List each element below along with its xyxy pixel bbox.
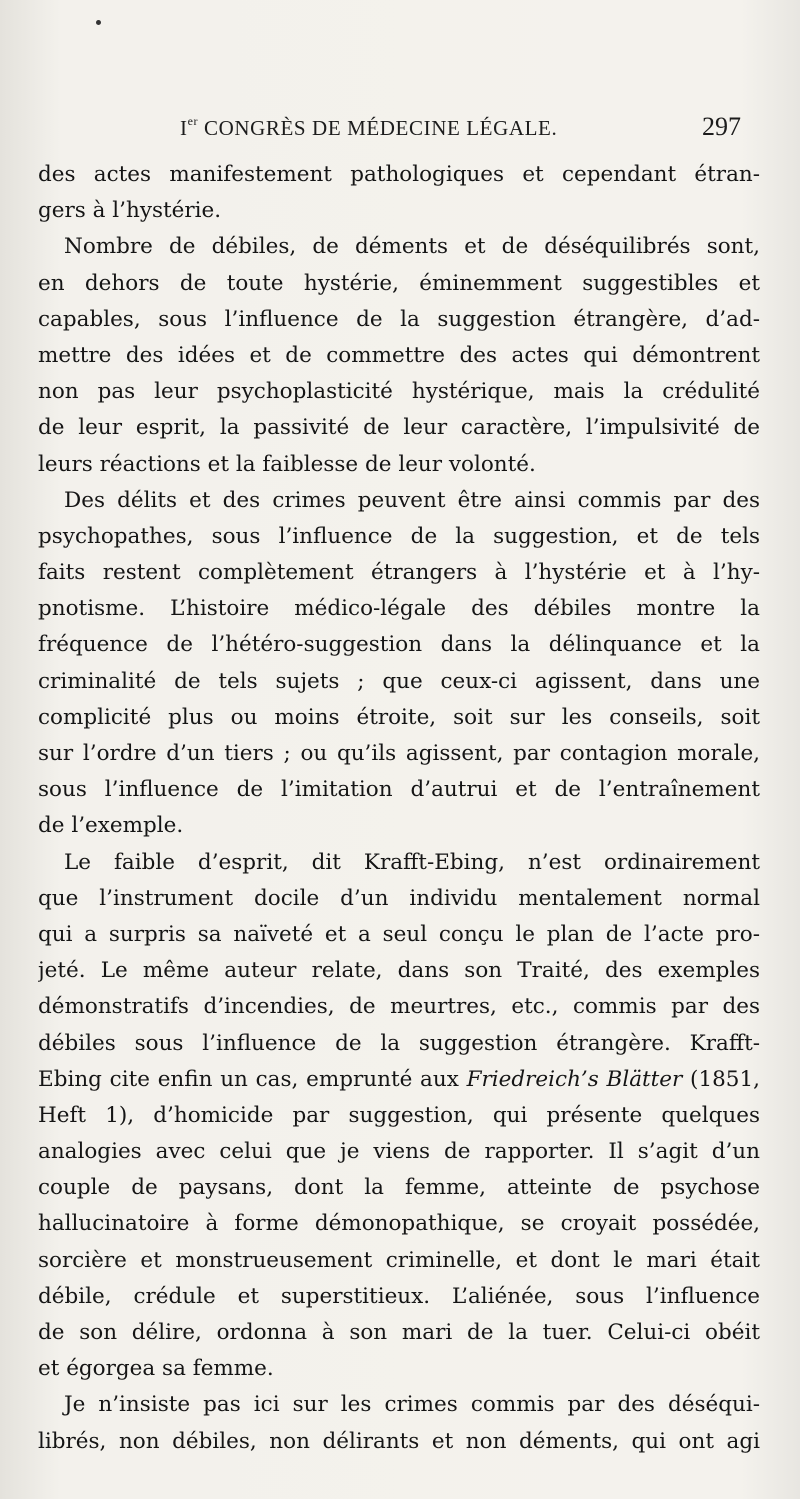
text-line: mettre des idées et de commettre des actes qui démontrent <box>38 342 760 368</box>
text-line: de l’exemple. <box>38 813 184 839</box>
text-segment: (1851, <box>682 1066 760 1092</box>
text-line: Des délits et des crimes peuvent être ainsi commis par des <box>64 487 760 513</box>
text-line: capables, sous l’influence de la suggestion étrangère, d’ad- <box>38 306 760 332</box>
text-line: de leur esprit, la passivité de leur caractère, l’impulsivité de <box>38 415 760 441</box>
italic-title: Friedreich’s Blätter <box>466 1066 683 1092</box>
text-line: analogies avec celui que je viens de rapporter. Il s’agit d’un <box>38 1139 760 1165</box>
header-title-text: CONGRÈS DE MÉDECINE LÉGALE. <box>203 116 558 140</box>
text-line: jeté. Le même auteur relate, dans son Traité, des exemples <box>38 958 760 984</box>
running-header-title <box>180 116 557 141</box>
text-line: criminalité de tels sujets ; que ceux-ci agissent, dans une <box>38 668 760 694</box>
text-line: gers à l’hystérie. <box>38 198 222 224</box>
text-line-with-italic <box>38 1062 760 1098</box>
text-line: complicité plus ou moins étroite, soit sur les conseils, soit <box>38 704 760 730</box>
text-line: que l’instrument docile d’un individu mentalement normal <box>38 885 760 911</box>
page-number: 297 <box>702 112 741 141</box>
header-title-prefix: I <box>180 116 188 140</box>
text-segment: Ebing cite enfin un cas, emprunté aux <box>38 1066 467 1092</box>
text-line: en dehors de toute hystérie, éminemment suggestibles et <box>38 270 760 296</box>
text-line: sous l’influence de l’imitation d’autrui et de l’entraînement <box>38 777 760 803</box>
text-line: hallucinatoire à forme démonopathique, se croyait possédée, <box>38 1211 760 1237</box>
text-line: non pas leur psychoplasticité hystérique, mais la crédulité <box>38 379 760 405</box>
text-line: des actes manifestement pathologiques et cependant étran- <box>38 162 760 187</box>
ink-speck <box>96 20 101 25</box>
text-line: Nombre de débiles, de déments et de déséquilibrés sont, <box>64 234 760 260</box>
text-line: et égorgea sa femme. <box>38 1356 274 1382</box>
body-text <box>38 157 760 1460</box>
text-line: Heft 1), d’homicide par suggestion, qui présente quelques <box>38 1102 760 1128</box>
text-line: sur l’ordre d’un tiers ; ou qu’ils agissent, par contagion morale, <box>38 741 760 766</box>
text-line: fréquence de l’hétéro-suggestion dans la délinquance et la <box>38 632 760 658</box>
text-line: leurs réactions et la faiblesse de leur volonté. <box>38 451 536 477</box>
text-line: librés, non débiles, non délirants et non déments, qui ont agi <box>38 1428 760 1454</box>
text-line: sorcière et monstrueusement criminelle, et dont le mari était <box>38 1247 760 1273</box>
text-line: démonstratifs d’incendies, de meurtres, etc., commis par des <box>38 994 760 1020</box>
text-line: pnotisme. L’histoire médico-légale des débiles montre la <box>38 596 760 622</box>
text-line: psychopathes, sous l’influence de la suggestion, et de tels <box>38 523 760 549</box>
text-line: débile, crédule et superstitieux. L’aliénée, sous l’influence <box>38 1283 760 1309</box>
text-line: Le faible d’esprit, dit Krafft-Ebing, n’est ordinairement <box>64 849 760 875</box>
text-line: qui a surpris sa naïveté et a seul conçu le plan de l’acte pro- <box>38 921 760 947</box>
running-header <box>0 108 800 148</box>
text-line: faits restent complètement étrangers à l’hystérie et à l’hy- <box>38 560 760 586</box>
text-line: de son délire, ordonna à son mari de la tuer. Celui-ci obéit <box>38 1320 760 1345</box>
text-line: couple de paysans, dont la femme, atteinte de psychose <box>38 1175 760 1201</box>
text-line: Je n’insiste pas ici sur les crimes commis par des déséqui- <box>64 1392 760 1418</box>
text-line: débiles sous l’influence de la suggestion étrangère. Krafft- <box>38 1030 760 1056</box>
header-title-superscript: er <box>187 114 199 128</box>
